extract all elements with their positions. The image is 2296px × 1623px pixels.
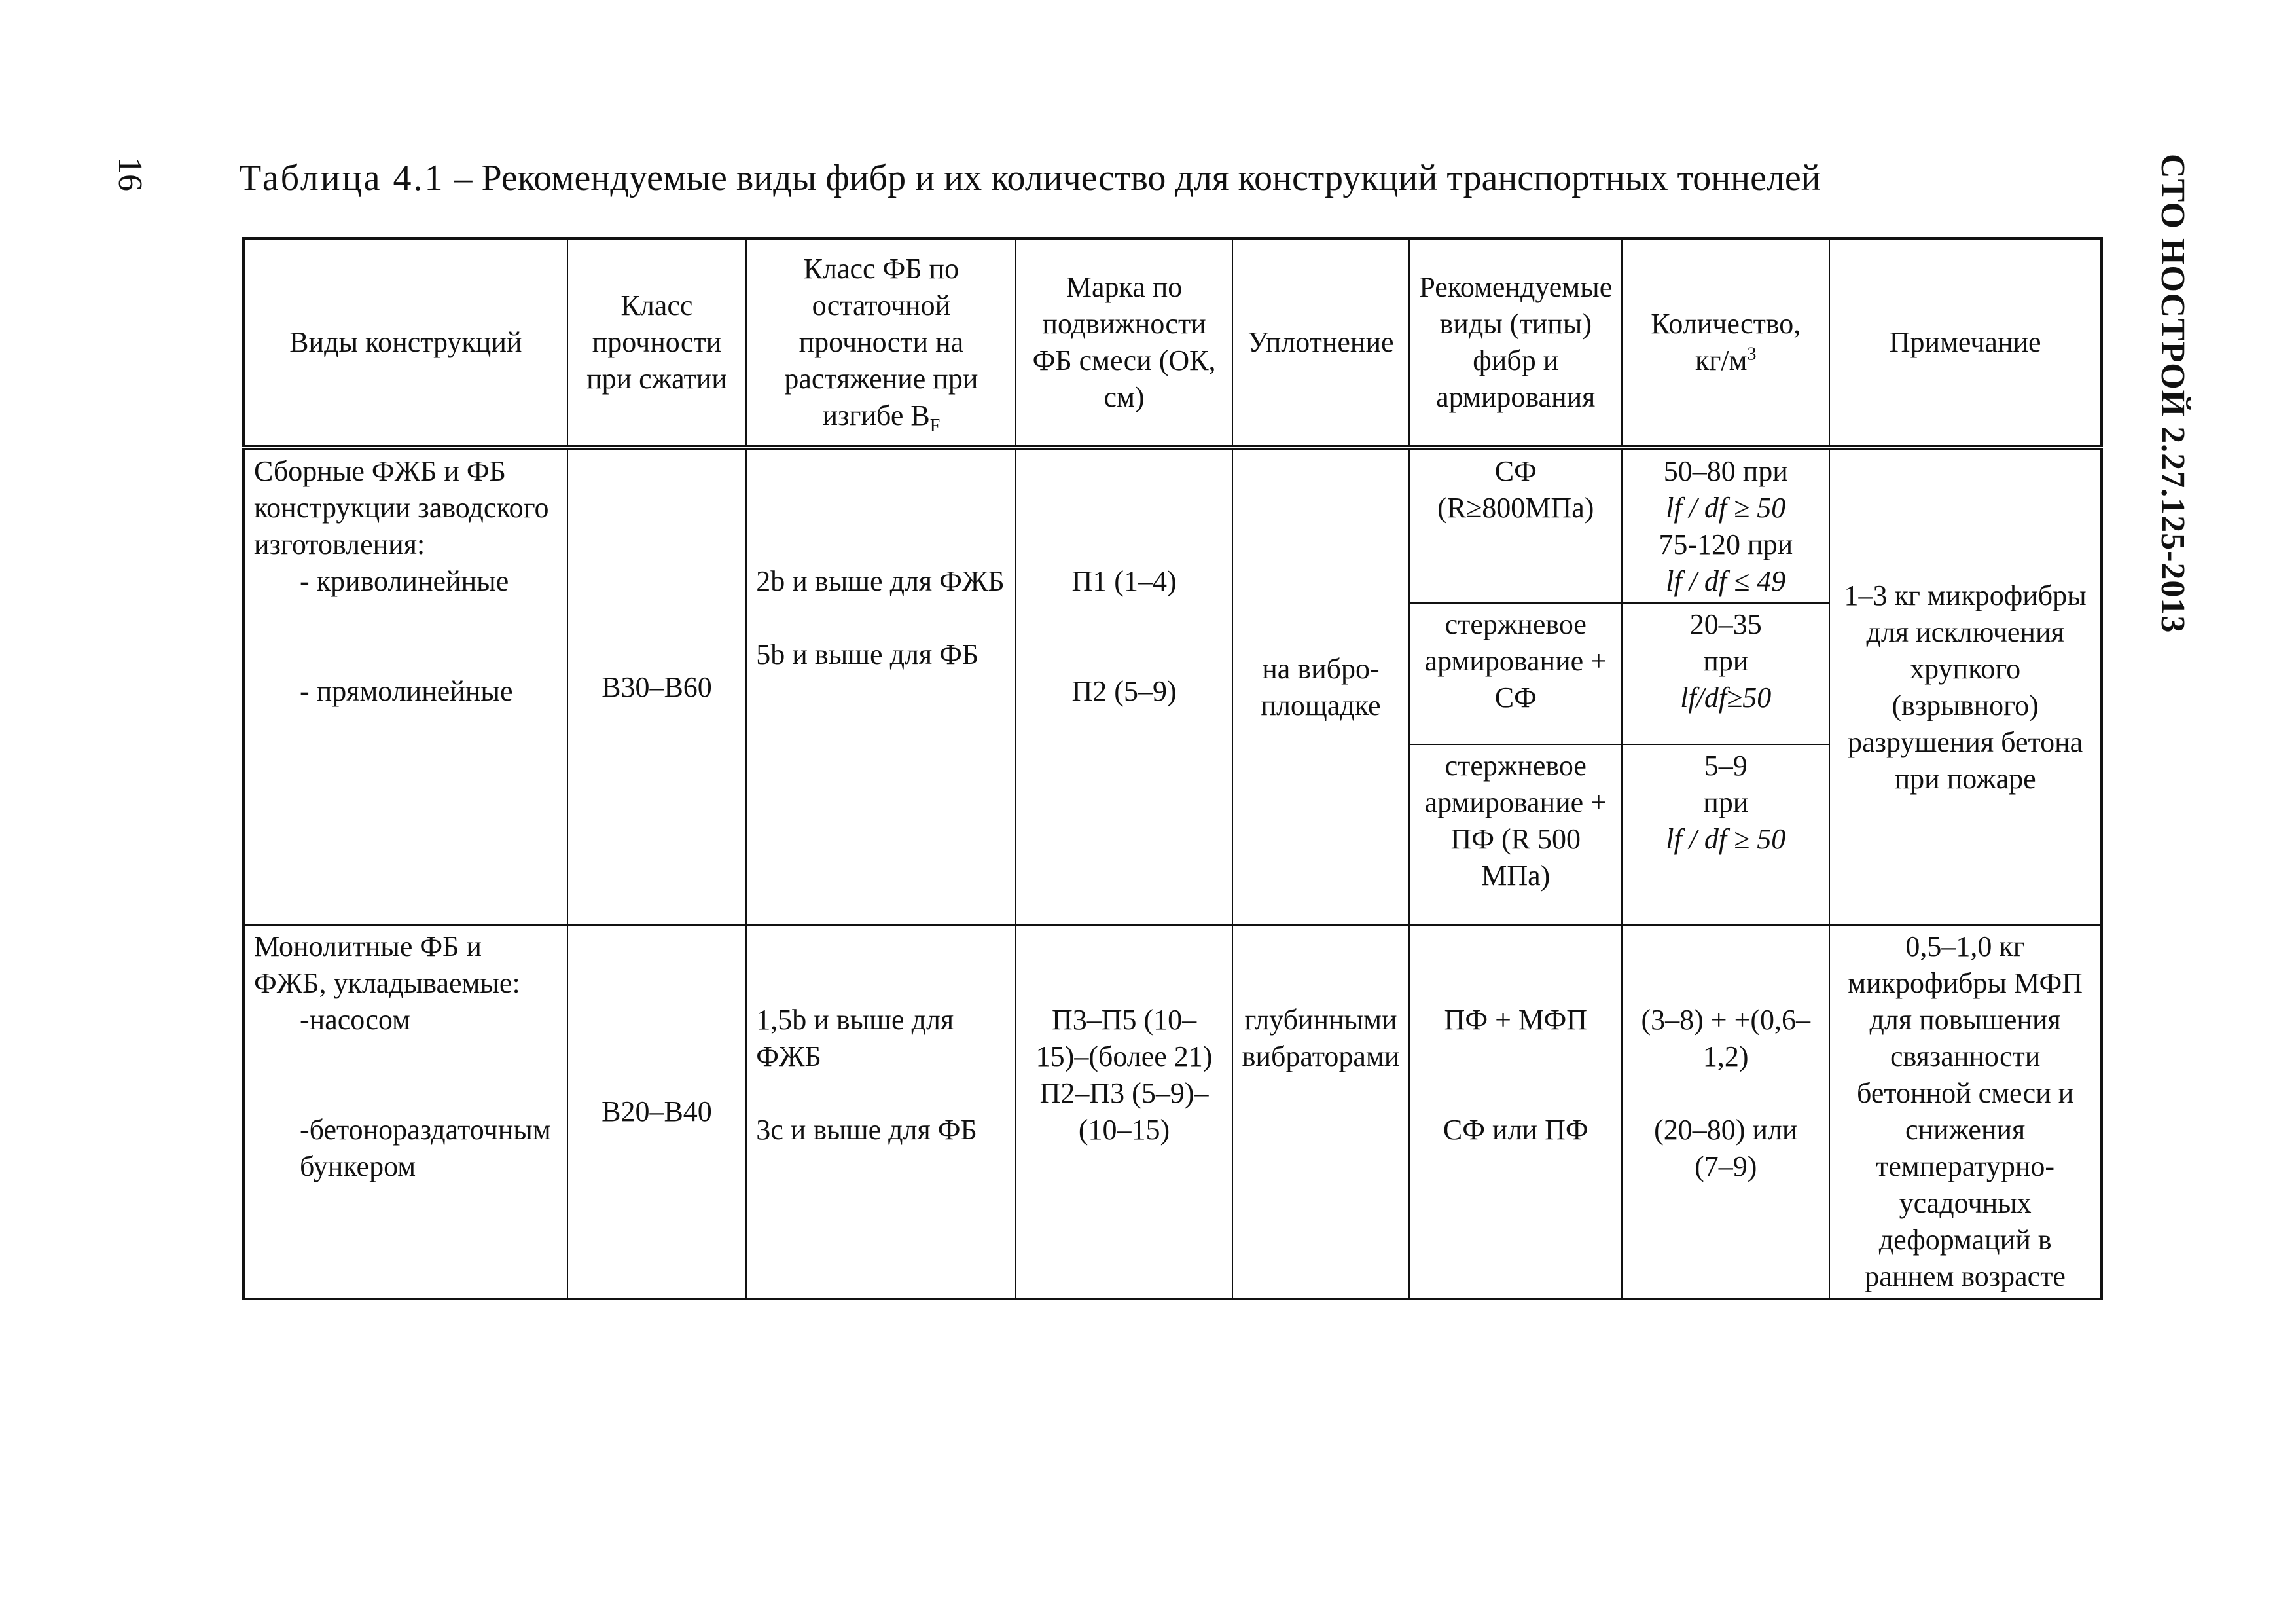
- row1-sub3-qty-a: 5–9: [1704, 750, 1748, 782]
- row1-sub3-qty-c: lf / df ≥ 50: [1666, 823, 1786, 855]
- row1-mob-a: П1 (1–4): [1071, 565, 1177, 597]
- row2-class: В20–В40: [567, 925, 747, 1299]
- spacer: [1242, 928, 1400, 1002]
- header-class-fb-subscript: F: [929, 415, 941, 436]
- row1-sub3-qty-b: при: [1703, 786, 1749, 818]
- row1-note: 1–3 кг микрофибры для исключения хрупкого (взрывного) разрушения бетона при пожаре: [1829, 448, 2102, 925]
- row1-sub1-qty-b: lf / df ≥ 50: [1666, 492, 1786, 524]
- table-title: [239, 157, 1821, 199]
- table-row: [243, 448, 2102, 603]
- row2-fb-class: [746, 925, 1016, 1299]
- row2-qty-b: (20–80) или (7–9): [1654, 1114, 1798, 1182]
- row1-sub1-qty-d: lf / df ≤ 49: [1666, 565, 1786, 597]
- row1-sub1-qty-c: 75-120 при: [1659, 528, 1793, 560]
- row1-types-curved: - криволинейные: [300, 565, 509, 597]
- row1-sub2-qty: [1622, 603, 1829, 744]
- row1-sub3-qty: [1622, 744, 1829, 925]
- spacer: [1026, 453, 1222, 526]
- spacer: [756, 453, 1006, 526]
- row2-mob-b: П2–П3 (5–9)–(10–15): [1039, 1077, 1209, 1146]
- row1-compaction: на вибро-площадке: [1232, 448, 1410, 925]
- row2-mobility: [1016, 925, 1232, 1299]
- row2-fb-a: 1,5b и выше для ФЖБ: [756, 1004, 954, 1072]
- header-compaction: Уплотнение: [1232, 238, 1410, 448]
- spacer: [756, 1075, 1006, 1112]
- row1-types-straight: - прямолинейные: [300, 675, 513, 707]
- spacer: [1419, 1038, 1612, 1075]
- row2-note: 0,5–1,0 кг микрофибры МФП для повышения связанности бетонной смеси и снижения температурно-усадочных деформаций в раннем возрасте: [1829, 925, 2102, 1299]
- header-fiber-types: Рекомендуемые виды (типы) фибр и армирования: [1409, 238, 1622, 448]
- spacer: [1632, 928, 1820, 1002]
- table-row: [243, 925, 2102, 1299]
- table-title-prefix: Таблица 4.1: [239, 158, 445, 198]
- row2-fiber-types: [1409, 925, 1622, 1299]
- row1-fb-class: [746, 448, 1016, 925]
- row1-sub1-qty-a: 50–80 при: [1663, 455, 1788, 487]
- header-class-fb: [746, 238, 1016, 448]
- row2-qty-a: (3–8) + +(0,6–1,2): [1641, 1004, 1811, 1072]
- row2-types-head: Монолитные ФБ и ФЖБ, укладываемые:: [254, 930, 520, 999]
- spacer: [1026, 600, 1222, 673]
- table-title-text: – Рекомендуемые виды фибр и их количество для конструкций транспортных тоннелей: [444, 158, 1821, 198]
- row1-sub2-qty-c: lf/df≥50: [1680, 682, 1772, 714]
- document-code: СТО НОСТРОЙ 2.27.125-2013: [2154, 154, 2191, 634]
- header-quantity-superscript: 3: [1747, 344, 1757, 365]
- row2-compaction-text: глубинными вибраторами: [1242, 1004, 1400, 1072]
- spacer: [1632, 1075, 1820, 1112]
- row2-quantity: [1622, 925, 1829, 1299]
- row1-sub3-type: стержневое армирование + ПФ (R 500 МПа): [1409, 744, 1622, 925]
- header-quantity: [1622, 238, 1829, 448]
- header-class-fb-text: Класс ФБ по остаточной прочности на растяжение при изгибе B: [784, 253, 978, 431]
- spacer: [1419, 928, 1612, 1002]
- header-note: Примечание: [1829, 238, 2102, 448]
- header-types: Виды конструкций: [243, 238, 567, 448]
- row2-mob-a: П3–П5 (10–15)–(более 21): [1035, 1004, 1213, 1072]
- row1-mob-b: П2 (5–9): [1071, 675, 1177, 707]
- spacer: [1026, 928, 1222, 1002]
- row1-fb-a: 2b и выше для ФЖБ: [756, 565, 1005, 597]
- row1-types-head: Сборные ФЖБ и ФБ конструкции заводского изготовления:: [254, 455, 549, 560]
- row1-types: [243, 448, 567, 925]
- row2-type-b: СФ или ПФ: [1443, 1114, 1588, 1146]
- row1-sub2-type: стержневое армирование + СФ: [1409, 603, 1622, 744]
- fiber-table: [242, 237, 2103, 1300]
- row2-compaction: [1232, 925, 1410, 1299]
- spacer: [254, 1038, 558, 1112]
- header-mobility: Марка по подвижности ФБ смеси (ОК, см): [1016, 238, 1232, 448]
- spacer: [254, 600, 558, 673]
- row1-sub2-qty-b: при: [1703, 645, 1749, 677]
- header-quantity-text: Количество, кг/м: [1651, 308, 1801, 376]
- row2-fb-b: 3c и выше для ФБ: [756, 1114, 977, 1146]
- page-number: 16: [111, 157, 149, 191]
- row1-sub2-qty-a: 20–35: [1689, 608, 1762, 640]
- spacer: [756, 600, 1006, 636]
- spacer: [756, 928, 1006, 1002]
- row1-mobility: [1016, 448, 1232, 925]
- row2-types-pump: -насосом: [300, 1004, 410, 1036]
- row1-sub1-qty: [1622, 448, 1829, 603]
- row1-sub1-type: СФ (R≥800МПа): [1409, 448, 1622, 603]
- row1-class: В30–В60: [567, 448, 747, 925]
- row1-fb-b: 5b и выше для ФБ: [756, 638, 979, 670]
- row2-types-hopper: -бетонораздаточным бункером: [300, 1114, 551, 1182]
- header-class-compression: Класс прочности при сжатии: [567, 238, 747, 448]
- row2-type-a: ПФ + МФП: [1444, 1004, 1587, 1036]
- row2-types: [243, 925, 567, 1299]
